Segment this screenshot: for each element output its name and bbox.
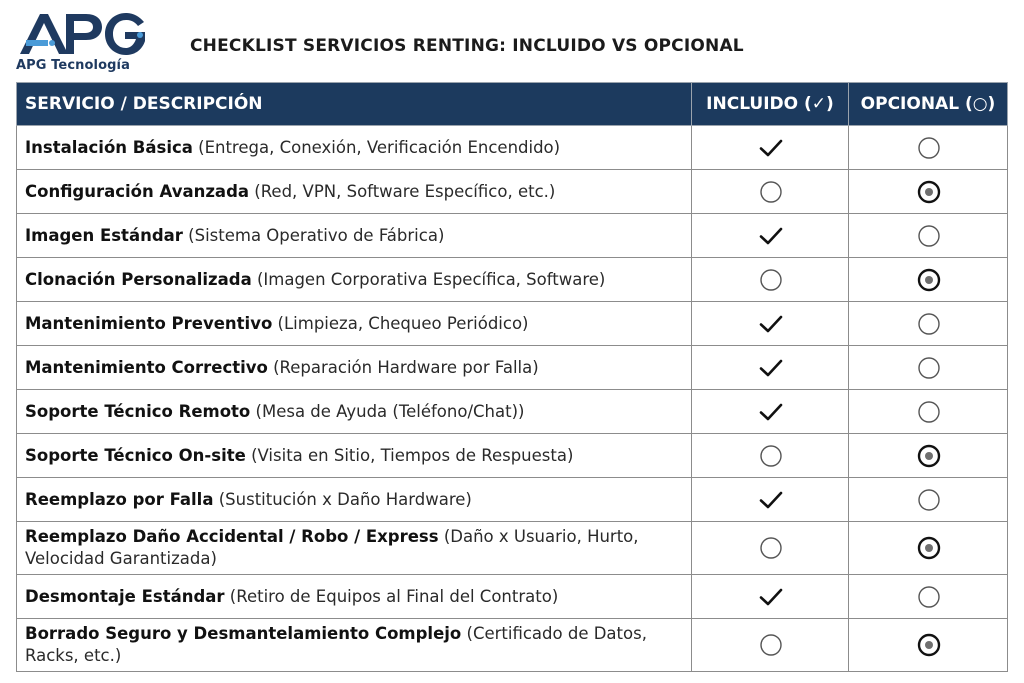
document-header <box>0 0 1024 82</box>
check-icon <box>758 355 784 381</box>
service-name: Soporte Técnico On-site <box>25 445 246 465</box>
service-detail: (Entrega, Conexión, Verificación Encendido) <box>198 137 561 157</box>
included-cell <box>692 390 849 434</box>
check-icon <box>758 135 784 161</box>
optional-cell <box>849 619 1008 672</box>
service-name: Instalación Básica <box>25 137 193 157</box>
empty-circle-icon <box>758 179 784 205</box>
included-cell <box>692 478 849 522</box>
service-description-cell <box>17 170 692 214</box>
service-detail: (Limpieza, Chequeo Periódico) <box>277 313 529 333</box>
selected-circle-icon <box>916 267 942 293</box>
table-row <box>17 575 1008 619</box>
table-header-row <box>17 83 1008 126</box>
service-detail: (Reparación Hardware por Falla) <box>273 357 539 377</box>
column-header-optional: OPCIONAL (○) <box>849 83 1008 126</box>
table-row <box>17 126 1008 170</box>
included-cell <box>692 522 849 575</box>
service-description-cell <box>17 390 692 434</box>
empty-circle-icon <box>916 311 942 337</box>
optional-cell <box>849 170 1008 214</box>
service-detail: (Retiro de Equipos al Final del Contrato) <box>229 586 559 606</box>
service-description-cell <box>17 214 692 258</box>
optional-cell <box>849 258 1008 302</box>
included-cell <box>692 575 849 619</box>
selected-circle-icon <box>916 443 942 469</box>
service-name: Imagen Estándar <box>25 225 183 245</box>
table-row <box>17 619 1008 672</box>
service-detail: (Imagen Corporativa Específica, Software) <box>256 269 606 289</box>
table-row <box>17 302 1008 346</box>
table-row <box>17 390 1008 434</box>
service-description-cell <box>17 478 692 522</box>
selected-circle-icon <box>916 535 942 561</box>
included-cell <box>692 170 849 214</box>
service-detail: (Certificado de Datos, Racks, etc.) <box>25 624 647 665</box>
check-icon <box>758 584 784 610</box>
service-name: Mantenimiento Correctivo <box>25 357 268 377</box>
service-description-cell <box>17 619 692 672</box>
empty-circle-icon <box>758 535 784 561</box>
table-row <box>17 214 1008 258</box>
service-detail: (Sistema Operativo de Fábrica) <box>188 225 445 245</box>
optional-cell <box>849 575 1008 619</box>
empty-circle-icon <box>758 267 784 293</box>
table-row <box>17 434 1008 478</box>
empty-circle-icon <box>916 223 942 249</box>
service-description-cell <box>17 346 692 390</box>
included-cell <box>692 346 849 390</box>
check-icon <box>758 223 784 249</box>
service-name: Mantenimiento Preventivo <box>25 313 273 333</box>
empty-circle-icon <box>916 135 942 161</box>
column-header-included: INCLUIDO (✓) <box>692 83 849 126</box>
services-checklist-table <box>16 82 1008 672</box>
selected-circle-icon <box>916 632 942 658</box>
service-description-cell <box>17 126 692 170</box>
service-description-cell <box>17 258 692 302</box>
service-name: Reemplazo por Falla <box>25 489 214 509</box>
service-name: Reemplazo Daño Accidental / Robo / Express <box>25 527 439 546</box>
table-body <box>17 126 1008 672</box>
optional-cell <box>849 302 1008 346</box>
service-detail: (Visita en Sitio, Tiempos de Respuesta) <box>251 445 574 465</box>
selected-circle-icon <box>916 179 942 205</box>
optional-cell <box>849 346 1008 390</box>
empty-circle-icon <box>758 632 784 658</box>
column-header-service: SERVICIO / DESCRIPCIÓN <box>17 83 692 126</box>
included-cell <box>692 126 849 170</box>
empty-circle-icon <box>916 399 942 425</box>
service-name: Clonación Personalizada <box>25 269 252 289</box>
table-row <box>17 522 1008 575</box>
service-detail: (Sustitución x Daño Hardware) <box>218 489 472 509</box>
check-icon <box>758 311 784 337</box>
page-title: CHECKLIST SERVICIOS RENTING: INCLUIDO VS OPCIONAL <box>190 36 744 56</box>
check-icon <box>758 399 784 425</box>
empty-circle-icon <box>916 584 942 610</box>
table-row <box>17 258 1008 302</box>
service-name: Desmontaje Estándar <box>25 586 225 606</box>
empty-circle-icon <box>916 355 942 381</box>
included-cell <box>692 258 849 302</box>
empty-circle-icon <box>758 443 784 469</box>
optional-cell <box>849 434 1008 478</box>
included-cell <box>692 302 849 346</box>
optional-cell <box>849 214 1008 258</box>
brand-name: APG Tecnología <box>16 58 130 73</box>
service-detail: (Red, VPN, Software Específico, etc.) <box>254 181 556 201</box>
service-description-cell <box>17 575 692 619</box>
service-description-cell <box>17 434 692 478</box>
table-row <box>17 346 1008 390</box>
check-icon <box>758 487 784 513</box>
service-description-cell <box>17 522 692 575</box>
service-description-cell <box>17 302 692 346</box>
included-cell <box>692 214 849 258</box>
optional-cell <box>849 390 1008 434</box>
service-detail: (Daño x Usuario, Hurto, Velocidad Garantizada) <box>25 527 639 568</box>
included-cell <box>692 619 849 672</box>
empty-circle-icon <box>916 487 942 513</box>
optional-cell <box>849 126 1008 170</box>
table-row <box>17 170 1008 214</box>
service-name: Borrado Seguro y Desmantelamiento Complejo <box>25 624 462 643</box>
optional-cell <box>849 478 1008 522</box>
table-row <box>17 478 1008 522</box>
included-cell <box>692 434 849 478</box>
service-name: Soporte Técnico Remoto <box>25 401 251 421</box>
service-detail: (Mesa de Ayuda (Teléfono/Chat)) <box>255 401 525 421</box>
apg-logo-icon <box>18 10 148 58</box>
optional-cell <box>849 522 1008 575</box>
service-name: Configuración Avanzada <box>25 181 250 201</box>
